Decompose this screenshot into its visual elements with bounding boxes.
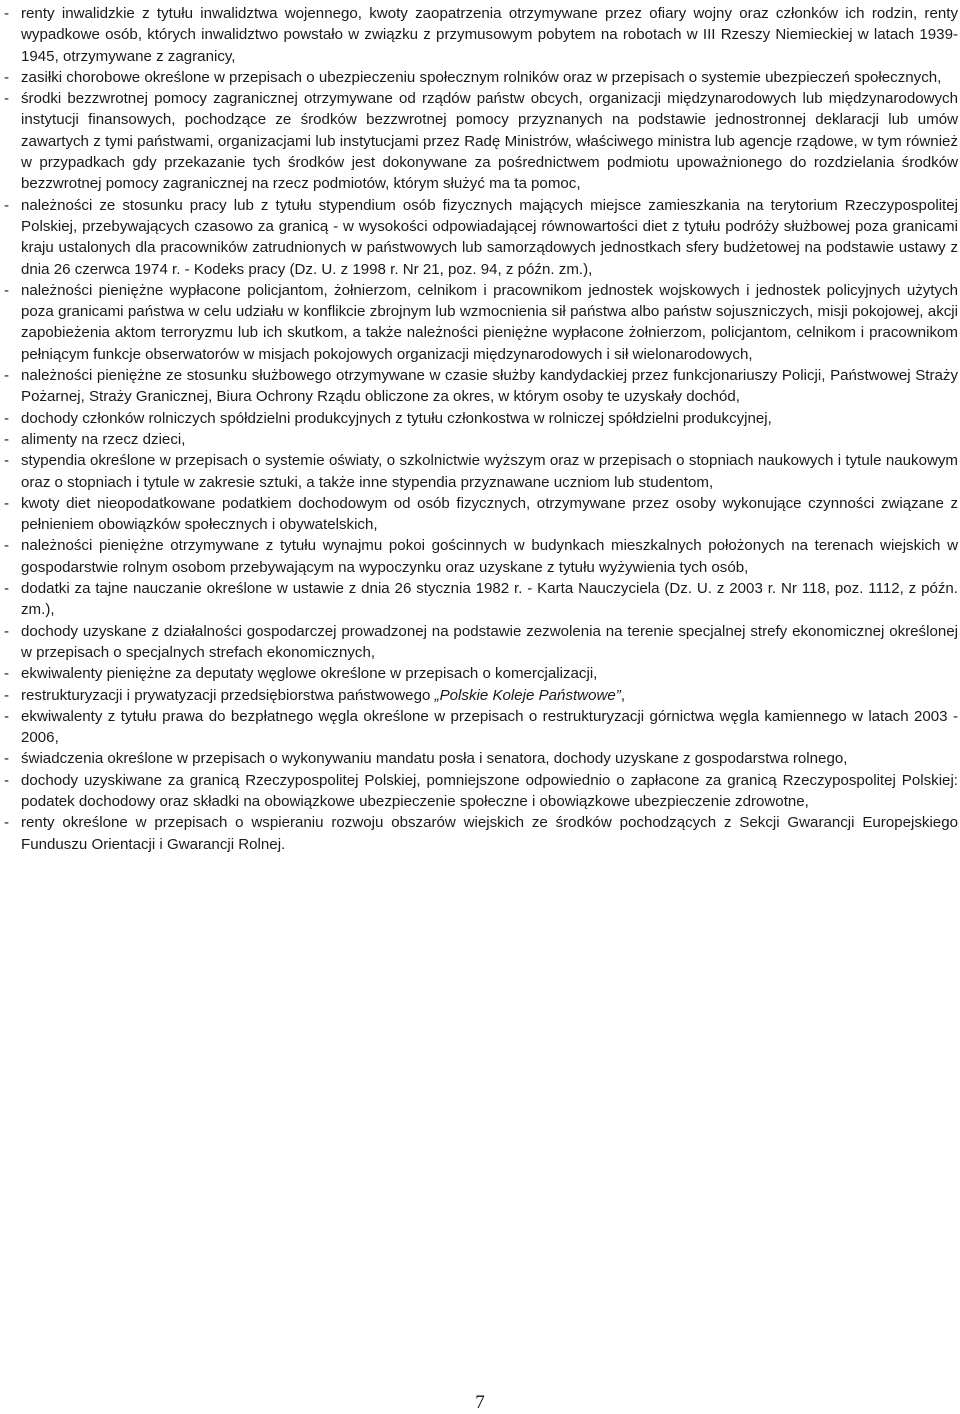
list-dash: -: [4, 494, 10, 512]
list-item: [4, 365, 958, 408]
list-item: [4, 3, 958, 67]
list-item-text: kwoty diet nieopodatkowane podatkiem dochodowym od osób fizycznych, otrzymywane przez osoby wykonujące czynności związane z pełnieniem obowiązków społecznych i obywatelskich,: [21, 494, 958, 534]
list-item: [4, 67, 958, 88]
list-item-text-part: restrukturyzacji i prywatyzacji przedsiębiorstwa państwowego: [21, 686, 435, 704]
list-dash: -: [4, 68, 10, 86]
company-name-emphasis: „Polskie Koleje Państwowe”: [434, 686, 621, 704]
list-dash: -: [4, 196, 10, 214]
list-item: [4, 621, 958, 664]
list-item: [4, 812, 958, 855]
list-dash: -: [4, 281, 10, 299]
list-item-text: dochody uzyskane z działalności gospodarczej prowadzonej na podstawie zezwolenia na terenie specjalnej strefy ekonomicznej określonej w przepisach o specjalnych strefach ekonomicznych,: [21, 622, 958, 661]
list-item-text: stypendia określone w przepisach o systemie oświaty, o szkolnictwie wyższym oraz w przepisach o stopniach naukowych i tytule naukowym oraz o stopniach i tytule w zakresie sztuki, a także inne stypendia przyznawane uczniom lub studentom,: [21, 452, 958, 491]
list-item-text: dodatki za tajne nauczanie określone w ustawie z dnia 26 stycznia 1982 r. - Karta Nauczyciela (Dz. U. z 2003 r. Nr 118, poz. 1112, z późn. zm.),: [21, 580, 958, 619]
list-item-text: dochody uzyskiwane za granicą Rzeczypospolitej Polskiej, pomniejszone odpowiednio o zapłacone za granicą Rzeczypospolitej Polskiej: podatek dochodowy oraz składki na obowiązkowe ubezpieczenie społeczne i obowiązkowe ubezpieczenie zdrowotne,: [21, 771, 958, 810]
list-item: [4, 408, 958, 429]
list-item-text: renty określone w przepisach o wspieraniu rozwoju obszarów wiejskich ze środków pochodzących z Sekcji Gwarancji Europejskiego Funduszu Orientacji i Gwarancji Rolnej.: [21, 814, 958, 853]
list-item: [4, 450, 958, 493]
document-body: [4, 3, 958, 855]
list-dash: -: [4, 430, 10, 448]
list-dash: -: [4, 686, 10, 704]
list-dash: -: [4, 90, 10, 108]
list-dash: -: [4, 580, 10, 598]
list-item-text: należności pieniężne ze stosunku służbowego otrzymywane w czasie służby kandydackiej przez funkcjonariuszy Policji, Państwowej Straży Pożarnej, Straży Granicznej, Biura Ochrony Rządu obliczone za okres, w którym osoby te uzyskały dochód,: [21, 367, 958, 406]
list-item-text: [21, 687, 625, 704]
list-item-text: dochody członków rolniczych spółdzielni produkcyjnych z tytułu członkostwa w rolniczej spółdzielni produkcyjnej,: [21, 409, 772, 427]
list-dash: -: [4, 750, 10, 768]
list-item: [4, 663, 958, 684]
list-dash: -: [4, 537, 10, 555]
list-item: [4, 195, 958, 280]
list-dash: -: [4, 665, 10, 683]
list-item: [4, 429, 958, 450]
list-dash: -: [4, 409, 10, 427]
list-item: [4, 280, 958, 365]
list-item: [4, 493, 958, 536]
list-item: [4, 706, 958, 749]
list-item-text: ekwiwalenty z tytułu prawa do bezpłatnego węgla określone w przepisach o restrukturyzacji górnictwa węgla kamiennego w latach 2003 - 2006,: [21, 707, 958, 747]
list-item: [4, 578, 958, 621]
list-item-text: świadczenia określone w przepisach o wykonywaniu mandatu posła i senatora, dochody uzyskane z gospodarstwa rolnego,: [21, 750, 848, 768]
list-item-text: należności pieniężne wypłacone policjantom, żołnierzom, celnikom i pracownikom jednostek wojskowych i jednostek policyjnych użytych poza granicami państwa w celu udziału w konflikcie zbrojnym lub wzmocnienia sił państwa albo państw sojuszniczych, misji pokojowej, akcji zapobieżenia aktom terroryzmu lub ich skutkom, a także należności pieniężne wypłacone żołnierzom, policjantom, celnikom i pracownikom pełniącym funkcje obserwatorów w misjach pokojowych organizacji międzynarodowych i sił wielonarodowych,: [21, 281, 958, 363]
list-dash: -: [4, 771, 10, 789]
list-dash: -: [4, 622, 10, 640]
list-dash: -: [4, 367, 10, 385]
list-item-text: alimenty na rzecz dzieci,: [21, 430, 186, 448]
list-dash: -: [4, 707, 10, 725]
list-item-text: ekwiwalenty pieniężne za deputaty węglowe określone w przepisach o komercjalizacji,: [21, 665, 598, 683]
list-item: [4, 685, 958, 706]
list-dash: -: [4, 452, 10, 470]
list-item: [4, 88, 958, 194]
list-dash: -: [4, 814, 10, 832]
list-item: [4, 535, 958, 578]
list-dash: -: [4, 5, 10, 22]
list-item: [4, 770, 958, 813]
list-item-text: należności ze stosunku pracy lub z tytułu stypendium osób fizycznych mających miejsce zamieszkania na terytorium Rzeczypospolitej Polskiej, przebywających czasowo za granicą - w wysokości odpowiadającej równowartości diet z tytułu podróży służbowej poza granicami kraju ustalonych dla pracowników zatrudnionych w państwowych lub samorządowych jednostkach sfery budżetowej na podstawie ustawy z dnia 26 czerwca 1974 r. - Kodeks pracy (Dz. U. z 1998 r. Nr 21, poz. 94, z późn. zm.),: [21, 196, 958, 278]
list-item: [4, 748, 958, 769]
page-number: 7: [475, 1392, 485, 1413]
list-item-text-part: ,: [620, 686, 626, 704]
list-item-text: renty inwalidzkie z tytułu inwalidztwa wojennego, kwoty zaopatrzenia otrzymywane przez ofiary wojny oraz członków ich rodzin, renty wypadkowe osób, których inwalidztwo powstało w związku z przymusowym pobytem na robotach w III Rzeszy Niemieckiej w latach 1939-1945, otrzymywane z zagranicy,: [21, 5, 958, 65]
list-item-text: środki bezzwrotnej pomocy zagranicznej otrzymywane od rządów państw obcych, organizacji międzynarodowych lub międzynarodowych instytucji finansowych, pochodzące ze środków bezzwrotnej pomocy przyznanych na podstawie jednostronnej deklaracji lub umów zawartych z tymi państwami, organizacjami lub instytucjami przez Radę Ministrów, właściwego ministra lub agencje rządowe, w tym również w przypadkach gdy przekazanie tych środków jest dokonywane za pośrednictwem podmiotu upoważnionego do rozdzielania środków bezzwrotnej pomocy zagranicznej na rzecz podmiotów, którym służyć ma ta pomoc,: [21, 90, 958, 193]
list-item-text: należności pieniężne otrzymywane z tytułu wynajmu pokoi gościnnych w budynkach mieszkalnych położonych na terenach wiejskich w gospodarstwie rolnym osobom przebywającym na wypoczynku oraz uzyskane z tytułu wyżywienia tych osób,: [21, 537, 958, 576]
list-item-text: zasiłki chorobowe określone w przepisach o ubezpieczeniu społecznym rolników oraz w przepisach o systemie ubezpieczeń społecznych,: [21, 68, 942, 86]
